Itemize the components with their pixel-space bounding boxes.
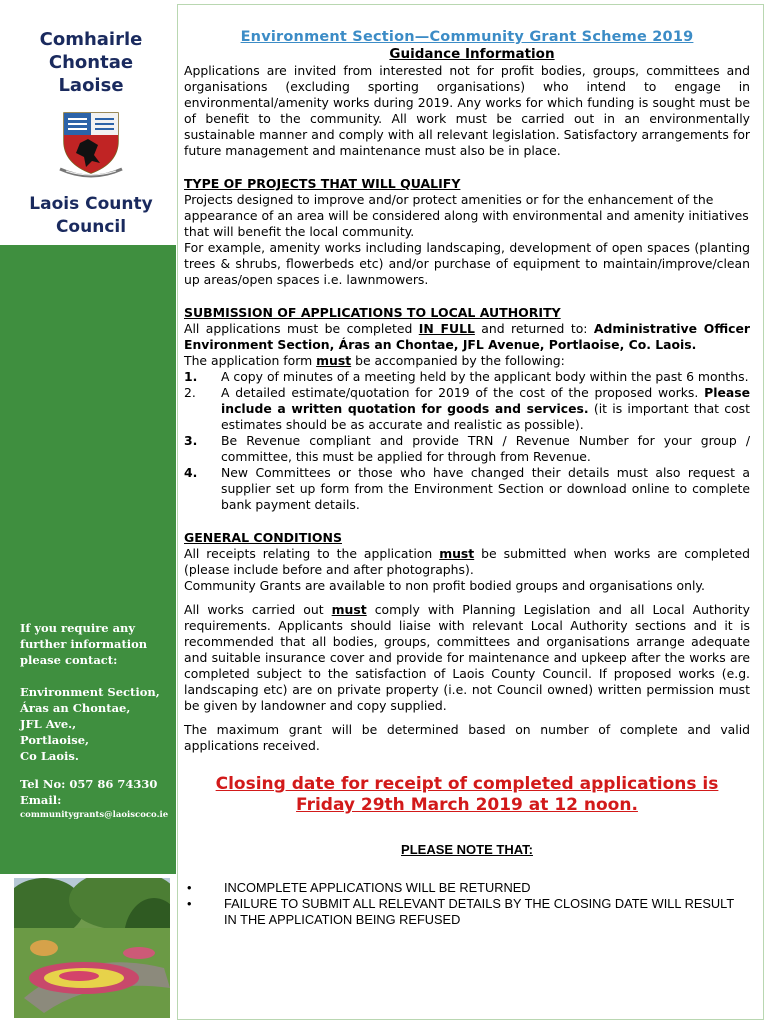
list-item: • INCOMPLETE APPLICATIONS WILL BE RETURNED	[187, 880, 531, 895]
council-name-irish: Comhairle Chontae Laoise	[39, 29, 143, 96]
submission-lead: All applications must be completed IN FULL and returned to: Administrative Officer Environment Section, Áras an Chontae, JFL Avenue, Portlaoise, Co. Laois.	[184, 321, 750, 352]
submission-heading: SUBMISSION OF APPLICATIONS TO LOCAL AUTHORITY	[184, 305, 561, 320]
general-compliance: All works carried out must comply with Planning Legislation and all Local Authority requirements. Applicants should liaise with relevant Local Authority sections and it is recommended that all bodies, groups, committees and organisations arrange adequate and suitable insurance cover and provide for maintenance and upkeep after the works are completed subject to the satisfaction of Laois County Council. If proposed works (e.g. landscaping etc) are on private property (i.e. not Council owned) written permission must be given by landowner and copy supplied.	[184, 602, 750, 713]
intro-paragraph: Applications are invited from interested not for profit bodies, groups, committees and organisations (excluding sporting organisations) who intend to engage in environmental/amenity works during 2019. Any works for which funding is sought must be of benefit to the community. All work must be carried out in an environmentally sustainable manner and comply with all relevant legislation. Satisfactory arrangements for future management and maintenance must also be in place.	[184, 63, 750, 158]
contact-block	[20, 620, 170, 822]
list-item: 3. Be Revenue compliant and provide TRN / Revenue Number for your group / committee, this must be applied for through from Revenue.	[184, 433, 750, 464]
council-name-english: Laois County Council	[29, 194, 153, 237]
in-full-emphasis: IN FULL	[418, 321, 475, 336]
telephone: Tel No: 057 86 74330	[20, 777, 158, 791]
projects-text: Projects designed to improve and/or protect amenities or for the enhancement of the appearance of an area will be considered along with environmental and amenity initiatives that will benefit the local community.	[184, 192, 749, 239]
submission-form-note: The application form must be accompanied by the following:	[184, 353, 565, 368]
list-item: • FAILURE TO SUBMIT ALL RELEVANT DETAILS BY THE CLOSING DATE WILL RESULT IN THE APPLICATION BEING REFUSED	[187, 896, 734, 927]
list-item: 4. New Committees or those who have changed their details must also request a supplier set up form from the Environment Section or download online to complete bank payment details.	[184, 465, 750, 512]
coat-of-arms-icon	[56, 107, 126, 179]
note-heading: PLEASE NOTE THAT:	[401, 842, 533, 857]
council-branding	[16, 28, 166, 239]
address-line: Áras an Chontae,	[20, 701, 131, 715]
projects-heading: TYPE OF PROJECTS THAT WILL QUALIFY	[184, 176, 461, 191]
page-title: Environment Section—Community Grant Scheme 2019	[240, 29, 694, 45]
page-subtitle: Guidance Information	[389, 46, 555, 62]
main-content	[184, 28, 750, 928]
address-line: Co Laois.	[20, 749, 79, 763]
requirements-list	[184, 369, 750, 513]
general-receipts: All receipts relating to the application must be submitted when works are completed (please include before and after photographs).	[184, 546, 750, 577]
submission-address: Administrative Officer Environment Section, Áras an Chontae, JFL Avenue, Portlaoise, Co. Laois.	[184, 321, 750, 352]
closing-date: Closing date for receipt of completed applications is Friday 29th March 2019 at 12 noon.	[215, 774, 719, 815]
email-label: Email:	[20, 793, 62, 807]
garden-photo	[14, 878, 170, 1018]
list-item: 2. A detailed estimate/quotation for 2019 of the cost of the proposed works. Please include a written quotation for goods and services. (it is important that cost estimates should be as accurate and realistic as possible).	[184, 385, 750, 432]
sidebar	[0, 0, 176, 1024]
must-emphasis: must	[316, 353, 352, 368]
general-max-grant: The maximum grant will be determined based on number of complete and valid applications received.	[184, 722, 750, 753]
contact-intro: If you require any further information please contact:	[20, 621, 148, 667]
list-item: 1. A copy of minutes of a meeting held by the applicant body within the past 6 months.	[184, 369, 749, 384]
general-heading: GENERAL CONDITIONS	[184, 530, 342, 545]
email-link[interactable]: communitygrants@laoiscoco.ie	[20, 810, 169, 820]
address-line: Environment Section,	[20, 685, 160, 699]
note-list	[184, 880, 750, 928]
general-eligibility: Community Grants are available to non profit bodied groups and organisations only.	[184, 578, 705, 593]
address-line: JFL Ave.,	[20, 717, 77, 731]
projects-example: For example, amenity works including landscaping, development of open spaces (planting trees & shrubs, flowerbeds etc) and/or purchase of equipment to maintain/improve/clean up areas/open spaces i.e. lawnmowers.	[184, 240, 750, 287]
address-line: Portlaoise,	[20, 733, 90, 747]
